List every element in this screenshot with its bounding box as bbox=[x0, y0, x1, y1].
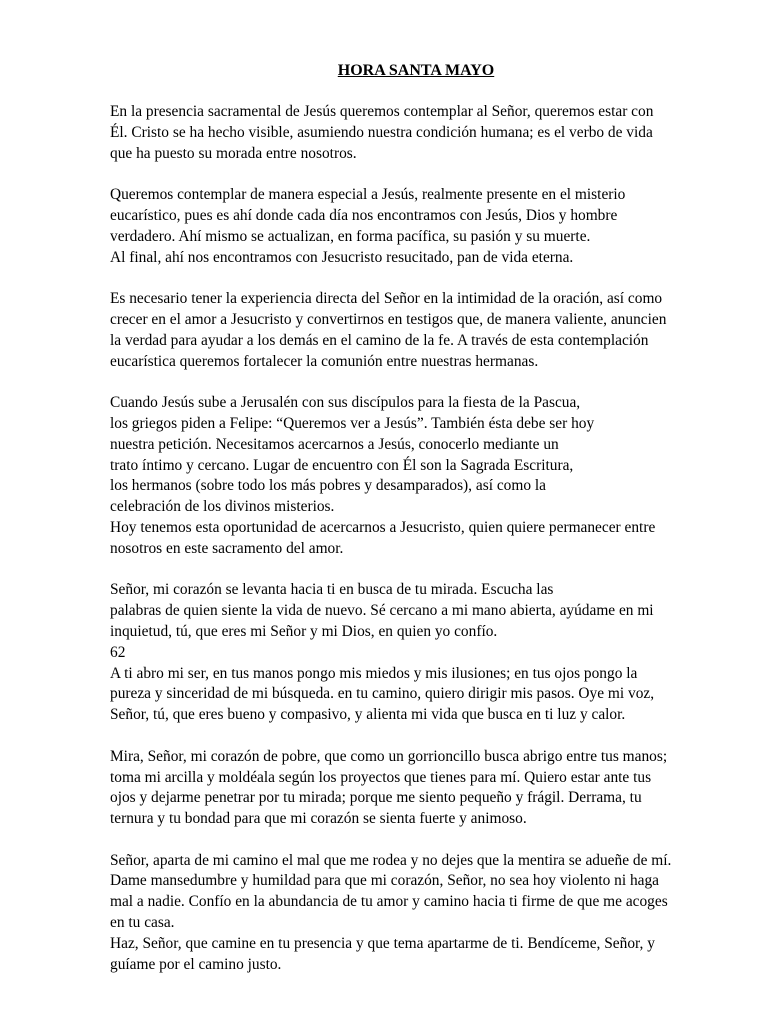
text-line: eucarística queremos fortalecer la comunión entre nuestras hermanas. bbox=[110, 352, 539, 370]
paragraph bbox=[110, 102, 730, 164]
text-line: nuestra petición. Necesitamos acercarnos a Jesús, conocerlo mediante un bbox=[110, 435, 559, 453]
paragraph bbox=[110, 289, 730, 372]
text-line: Señor, tú, que eres bueno y compasivo, y alienta mi vida que busca en ti luz y calor. bbox=[110, 706, 626, 724]
text-line: los hermanos (sobre todo los más pobres y desamparados), así como la bbox=[110, 477, 546, 495]
text-line: Señor, mi corazón se levanta hacia ti en busca de tu mirada. Escucha las bbox=[110, 581, 554, 599]
text-line: Al final, ahí nos encontramos con Jesucristo resucitado, pan de vida eterna. bbox=[110, 248, 574, 266]
text-line: la verdad para ayudar a los demás en el camino de la fe. A través de esta contemplación bbox=[110, 331, 649, 349]
paragraph bbox=[110, 185, 730, 268]
paragraph bbox=[110, 393, 730, 559]
text-line: verdadero. Ahí mismo se actualizan, en forma pacífica, su pasión y su muerte. bbox=[110, 227, 591, 245]
paragraph bbox=[110, 580, 730, 726]
paragraph bbox=[110, 747, 730, 830]
text-line: En la presencia sacramental de Jesús queremos contemplar al Señor, queremos estar con bbox=[110, 103, 654, 120]
text-line: inquietud, tú, que eres mi Señor y mi Dios, en quien yo confío. bbox=[110, 622, 498, 640]
text-line: trato íntimo y cercano. Lugar de encuentro con Él son la Sagrada Escritura, bbox=[110, 456, 574, 474]
paragraph bbox=[110, 851, 730, 976]
text-line: crecer en el amor a Jesucristo y convertirnos en testigos que, de manera valiente, anuncien bbox=[110, 310, 667, 328]
text-line: Hoy tenemos esta oportunidad de acercarnos a Jesucristo, quien quiere permanecer entre bbox=[110, 518, 656, 536]
text-line: A ti abro mi ser, en tus manos pongo mis miedos y mis ilusiones; en tus ojos pongo la bbox=[110, 664, 638, 682]
text-line: nosotros en este sacramento del amor. bbox=[110, 539, 344, 557]
document-title: HORA SANTA MAYO bbox=[337, 62, 495, 79]
text-line: ojos y dejarme penetrar por tu mirada; porque me siento pequeño y frágil. Derrama, tu bbox=[110, 789, 642, 807]
text-line: eucarístico, pues es ahí donde cada día nos encontramos con Jesús, Dios y hombre bbox=[110, 206, 618, 224]
text-line: Cuando Jesús sube a Jerusalén con sus discípulos para la fiesta de la Pascua, bbox=[110, 394, 581, 412]
text-line: Él. Cristo se ha hecho visible, asumiendo nuestra condición humana; es el verbo de vida bbox=[110, 123, 653, 141]
text-line: guíame por el camino justo. bbox=[110, 955, 282, 973]
text-line: palabras de quien siente la vida de nuevo. Sé cercano a mi mano abierta, ayúdame en mi bbox=[110, 602, 654, 620]
text-line: que ha puesto su morada entre nosotros. bbox=[110, 144, 357, 162]
text-line: toma mi arcilla y moldéala según los proyectos que tienes para mí. Quiero estar ante tus bbox=[110, 768, 652, 786]
text-line: Señor, aparta de mi camino el mal que me rodea y no dejes que la mentira se adueñe de mí. bbox=[110, 851, 672, 869]
text-line: mal a nadie. Confío en la abundancia de tu amor y camino hacia ti firme de que me acoges bbox=[110, 893, 668, 911]
text-line: Queremos contemplar de manera especial a Jesús, realmente presente en el misterio bbox=[110, 186, 626, 204]
text-line: ternura y tu bondad para que mi corazón se sienta fuerte y animoso. bbox=[110, 810, 527, 828]
text-line: los griegos piden a Felipe: “Queremos ver a Jesús”. También ésta debe ser hoy bbox=[110, 414, 595, 432]
text-line: pureza y sinceridad de mi búsqueda. en tu camino, quiero dirigir mis pasos. Oye mi voz, bbox=[110, 685, 655, 703]
document-body bbox=[110, 102, 730, 975]
text-line: 62 bbox=[110, 643, 126, 661]
text-line: Es necesario tener la experiencia directa del Señor en la intimidad de la oración, así como bbox=[110, 290, 663, 308]
text-line: en tu casa. bbox=[110, 914, 175, 932]
text-line: Haz, Señor, que camine en tu presencia y que tema apartarme de ti. Bendíceme, Señor, y bbox=[110, 934, 655, 952]
text-line: Dame mansedumbre y humildad para que mi corazón, Señor, no sea hoy violento ni haga bbox=[110, 872, 660, 890]
text-line: celebración de los divinos misterios. bbox=[110, 498, 335, 516]
text-line: Mira, Señor, mi corazón de pobre, que como un gorrioncillo busca abrigo entre tus manos; bbox=[110, 747, 668, 765]
